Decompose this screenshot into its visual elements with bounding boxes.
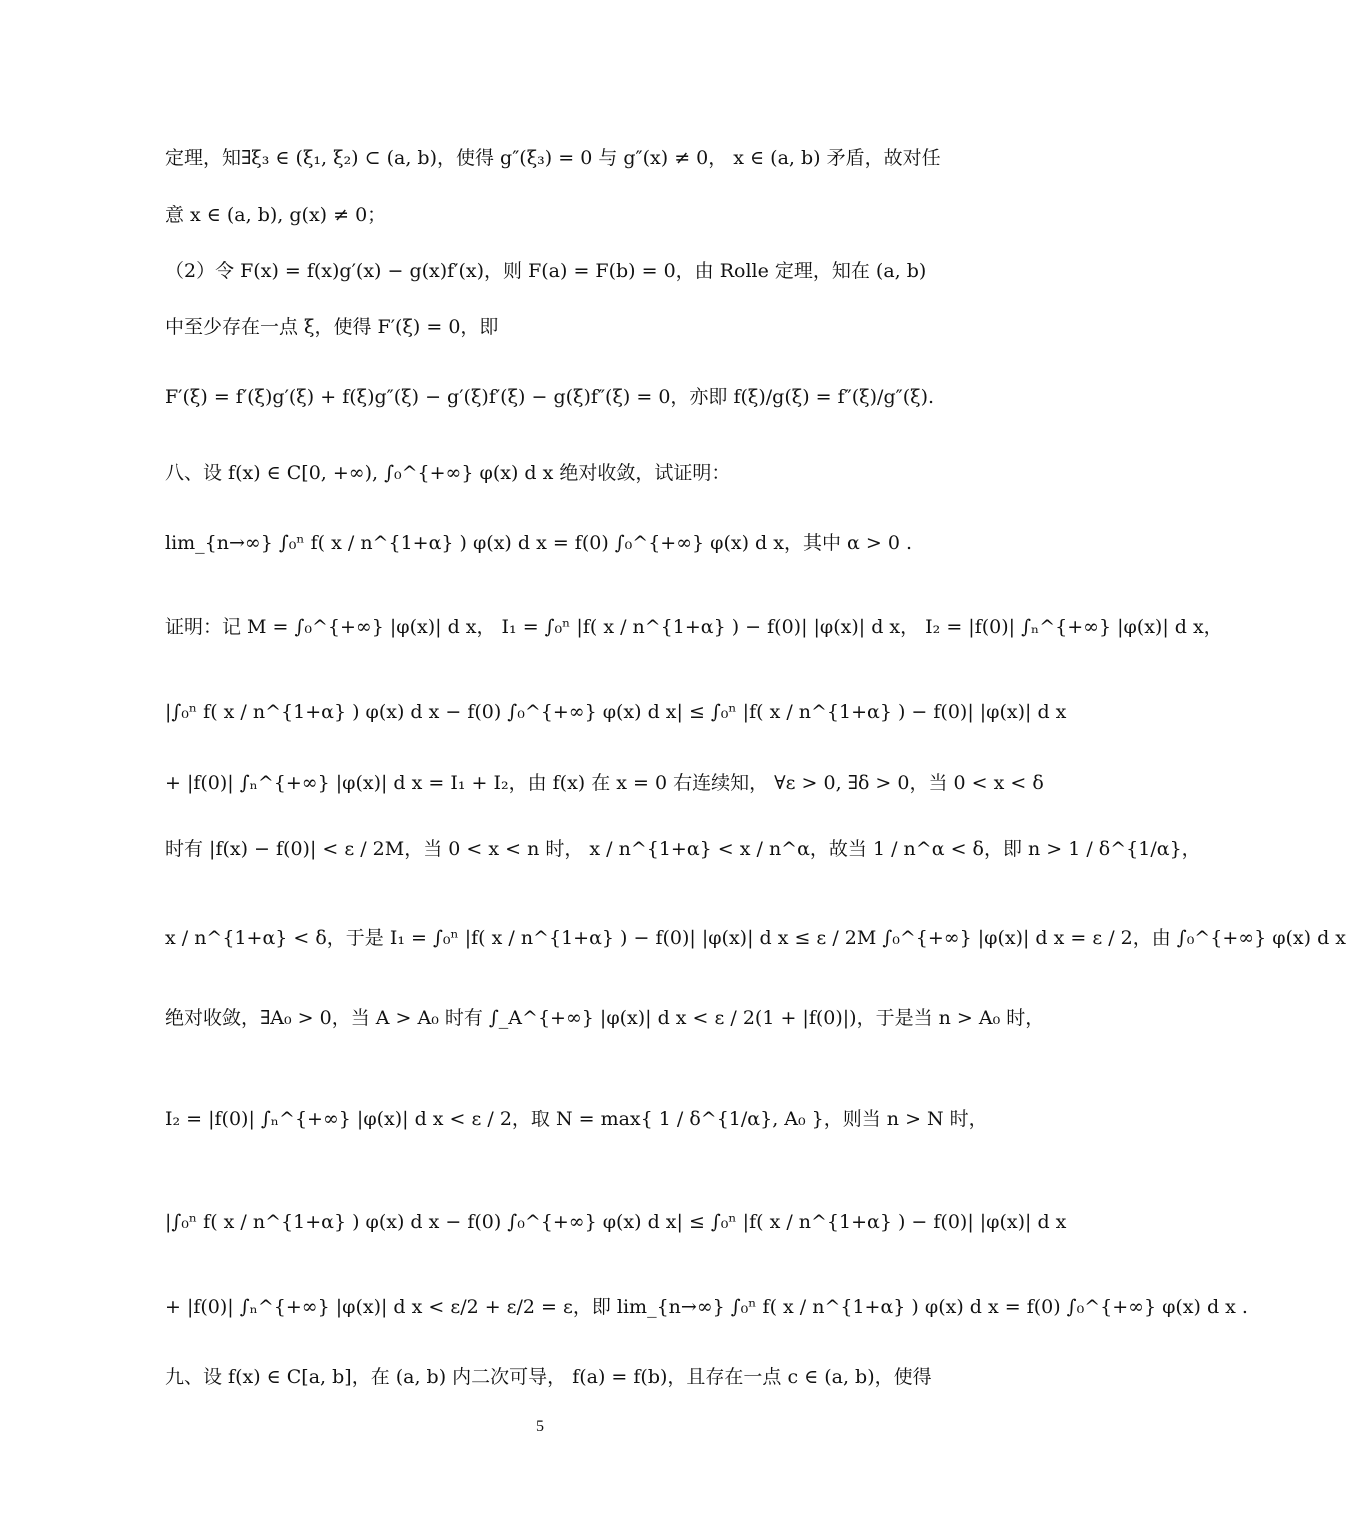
- equation-line-5: F′(ξ) = f′(ξ)g′(ξ) + f(ξ)g″(ξ) − g′(ξ)f′(ξ) − g(ξ)f″(ξ) = 0，亦即 f(ξ)/g(ξ) = f″(ξ)/g″(ξ).: [165, 386, 935, 408]
- problem-8-statement: 八、设 f(x) ∈ C[0, +∞), ∫₀^{+∞} φ(x) d x 绝对收敛，试证明：: [165, 462, 731, 484]
- text-line-3: （2）令 F(x) = f(x)g′(x) − g(x)f′(x)，则 F(a) = F(b) = 0，由 Rolle 定理，知在 (a, b): [165, 260, 927, 282]
- final-inequality-2: + |f(0)| ∫ₙ^{+∞} |φ(x)| d x < ε/2 + ε/2 = ε，即 lim_{n→∞} ∫₀ⁿ f( x / n^{1+α} ) φ(x) d x = f(0) ∫₀^{+∞} φ(x) d x .: [165, 1296, 1248, 1318]
- problem-8-limit: lim_{n→∞} ∫₀ⁿ f( x / n^{1+α} ) φ(x) d x = f(0) ∫₀^{+∞} φ(x) d x，其中 α > 0 .: [165, 532, 913, 554]
- final-inequality-1: |∫₀ⁿ f( x / n^{1+α} ) φ(x) d x − f(0) ∫₀^{+∞} φ(x) d x| ≤ ∫₀ⁿ |f( x / n^{1+α} ) − f(0)| |φ(x)| d x: [165, 1211, 1067, 1233]
- text-line-2: 意 x ∈ (a, b), g(x) ≠ 0；: [165, 204, 387, 226]
- inequality-line-2: + |f(0)| ∫ₙ^{+∞} |φ(x)| d x = I₁ + I₂，由 f(x) 在 x = 0 右连续知， ∀ε > 0, ∃δ > 0，当 0 < x < δ: [165, 772, 1044, 794]
- page-number: 5: [536, 1418, 544, 1435]
- proof-definitions: 证明：记 M = ∫₀^{+∞} |φ(x)| d x， I₁ = ∫₀ⁿ |f( x / n^{1+α} ) − f(0)| |φ(x)| d x， I₂ = |f(0)| ∫ₙ^{+∞} |φ(x)| d x，: [165, 616, 1223, 638]
- problem-9-statement: 九、设 f(x) ∈ C[a, b]，在 (a, b) 内二次可导， f(a) = f(b)，且存在一点 c ∈ (a, b)，使得: [165, 1366, 932, 1388]
- continuity-condition: 时有 |f(x) − f(0)| < ε / 2M，当 0 < x < n 时， x / n^{1+α} < x / n^α，故当 1 / n^α < δ，即 n > 1 / δ^{1/α}，: [165, 838, 1201, 860]
- absolute-convergence: 绝对收敛，∃A₀ > 0，当 A > A₀ 时有 ∫_A^{+∞} |φ(x)| d x < ε / 2(1 + |f(0)|)，于是当 n > A₀ 时，: [165, 1007, 1045, 1029]
- text-line-4: 中至少存在一点 ξ，使得 F′(ξ) = 0，即: [165, 316, 499, 338]
- text-line-1: 定理，知∃ξ₃ ∈ (ξ₁, ξ₂) ⊂ (a, b)，使得 g″(ξ₃) = 0 与 g″(x) ≠ 0， x ∈ (a, b) 矛盾，故对任: [165, 147, 941, 169]
- i2-estimate: I₂ = |f(0)| ∫ₙ^{+∞} |φ(x)| d x < ε / 2，取 N = max{ 1 / δ^{1/α}, A₀ }，则当 n > N 时，: [165, 1108, 988, 1130]
- i1-estimate: x / n^{1+α} < δ，于是 I₁ = ∫₀ⁿ |f( x / n^{1+α} ) − f(0)| |φ(x)| d x ≤ ε / 2M ∫₀^{+∞} |φ(x)| d x = ε / 2，由 ∫₀^{+∞} φ(x) d x: [165, 927, 1346, 949]
- inequality-line-1: |∫₀ⁿ f( x / n^{1+α} ) φ(x) d x − f(0) ∫₀^{+∞} φ(x) d x| ≤ ∫₀ⁿ |f( x / n^{1+α} ) − f(0)| |φ(x)| d x: [165, 701, 1067, 723]
